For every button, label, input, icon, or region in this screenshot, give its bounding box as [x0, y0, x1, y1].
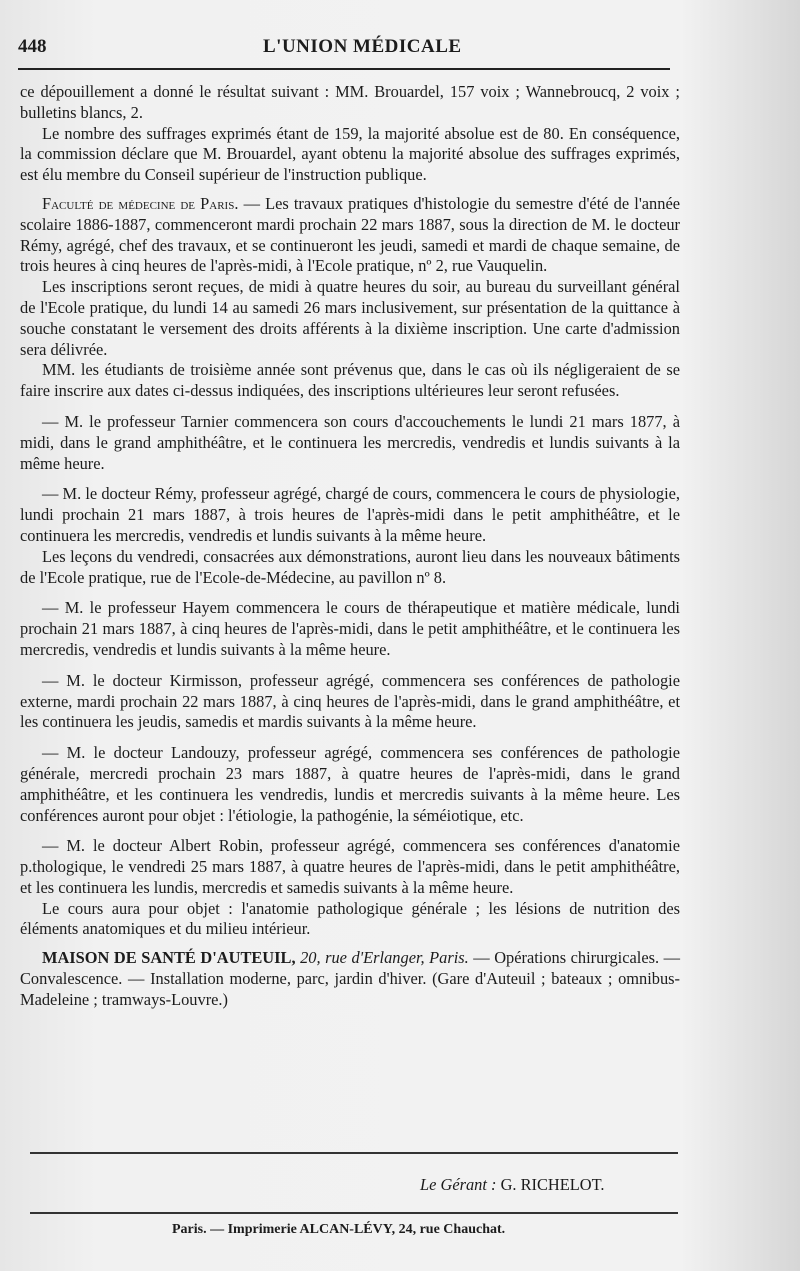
gerant-signature — [420, 1175, 605, 1195]
ad-text: — Opérations chirurgicales. — Convalescence. — Installation moderne, parc, jardin d'hiver. (Gare d'Auteuil ; bateaux ; omnibus-Madeleine ; tramways-Louvre.) — [20, 948, 680, 1009]
paragraph-faculty — [20, 194, 680, 277]
paragraph-advertisement — [20, 948, 680, 1010]
journal-title: L'UNION MÉDICALE — [263, 36, 462, 57]
paragraph-landouzy: — M. le docteur Landouzy, professeur agrégé, commencera ses conférences de pathologie générale, mercredi prochain 23 mars 1887, à quatre heures de l'après-midi, dans le grand amphithéâtre, et les continuera les vendredis, lundis et mercredis suivants à la même heure. Les conférences auront pour objet : l'étiologie, la pathogénie, la séméiotique, etc. — [20, 743, 680, 825]
paragraph-course-object: Le cours aura pour objet : l'anatomie pathologique générale ; les lésions de nutrition des éléments anatomiques et du milieu intérieur. — [20, 898, 680, 939]
paragraph-robin: — M. le docteur Albert Robin, professeur agrégé, commencera ses conférences d'anatomie p.thologique, le vendredi 25 mars 1887, à quatre heures de l'après-midi, dans le petit amphithéâtre, et les continuera les lundis, mercredis et samedis suivants à la même heure. — [20, 836, 680, 897]
printer-imprint: Paris. — Imprimerie ALCAN-LÉVY, 24, rue Chauchat. — [172, 1222, 506, 1237]
footer-rule — [30, 1152, 678, 1154]
paragraph-kirmisson: — M. le docteur Kirmisson, professeur agrégé, commencera ses conférences de pathologie externe, mardi prochain 22 mars 1887, à cinq heures de l'après-midi, dans le grand amphithéâtre, et les continuera les jeudis, samedis et mardis suivants à la même heure. — [20, 670, 680, 732]
article-body — [20, 82, 680, 1011]
paragraph-inscriptions: Les inscriptions seront reçues, de midi à quatre heures du soir, au bureau du surveillant général de l'Ecole pratique, du lundi 14 au samedi 26 mars inclusivement, sur présentation de la quittance à souche constatant le versement des droits afférents à la dixième inscription. Une carte d'admission sera délivrée. — [20, 277, 680, 359]
ad-address: 20, rue d'Erlanger, Paris. — [295, 948, 469, 968]
paragraph-students: MM. les étudiants de troisième année sont prévenus que, dans le cas où ils négligeraient de se faire inscrire aux dates ci-dessus indiquées, des inscriptions ultérieures leur seront refusées. — [20, 360, 680, 401]
ad-name: MAISON DE SANTÉ D'AUTEUIL, — [42, 948, 296, 968]
faculty-text: — Les travaux pratiques d'histologie du semestre d'été de l'année scolaire 1886-1887, commenceront mardi prochain 22 mars 1887, sous la direction de M. le docteur Rémy, agrégé, chef des travaux, et se continueront les jeudi, samedi et mardi de chaque semaine, de trois heures à cinq heures de l'après-midi, à l'Ecole pratique, nº 2, rue Vauquelin. — [20, 193, 680, 276]
gerant-label: Le Gérant : — [420, 1175, 497, 1194]
paragraph-tarnier: — M. le professeur Tarnier commencera son cours d'accouchements le lundi 21 mars 1877, à midi, dans le grand amphithéâtre, et le continuera les mercredis, vendredis et lundis suivants à la même heure. — [20, 411, 680, 473]
paragraph-remy: — M. le docteur Rémy, professeur agrégé, chargé de cours, commencera le cours de physiologie, lundi prochain 21 mars 1887, à trois heures de l'après-midi dans le petit amphithéâtre, et le continuera les mercredis, vendredis et lundis suivants à la même heure. — [20, 484, 680, 545]
paragraph-result: ce dépouillement a donné le résultat suivant : MM. Brouardel, 157 voix ; Wannebroucq, 2 voix ; bulletins blancs, 2. — [20, 82, 680, 122]
paragraph-hayem: — M. le professeur Hayem commencera le cours de thérapeutique et matière médicale, lundi prochain 21 mars 1887, à cinq heures de l'après-midi, dans le petit amphithéâtre, et le continuera les mercredis, vendredis et lundis suivants à la même heure. — [20, 598, 680, 659]
page-number: 448 — [18, 36, 47, 57]
page-header — [18, 36, 678, 62]
paragraph-lessons: Les leçons du vendredi, consacrées aux démonstrations, auront lieu dans les nouveaux bâtiments de l'Ecole pratique, rue de l'Ecole-de-Médecine, au pavillon nº 8. — [20, 546, 680, 587]
paragraph-majority: Le nombre des suffrages exprimés étant de 159, la majorité absolue est de 80. En conséquence, la commission déclare que M. Brouardel, ayant obtenu la majorité absolue des suffrages exprimés, est élu membre du Conseil supérieur de l'instruction publique. — [20, 123, 680, 185]
gerant-name: G. RICHELOT. — [496, 1175, 605, 1194]
faculty-heading: Faculté de médecine de Paris. — [42, 193, 239, 213]
imprint-rule — [30, 1212, 678, 1214]
header-rule — [18, 68, 670, 70]
